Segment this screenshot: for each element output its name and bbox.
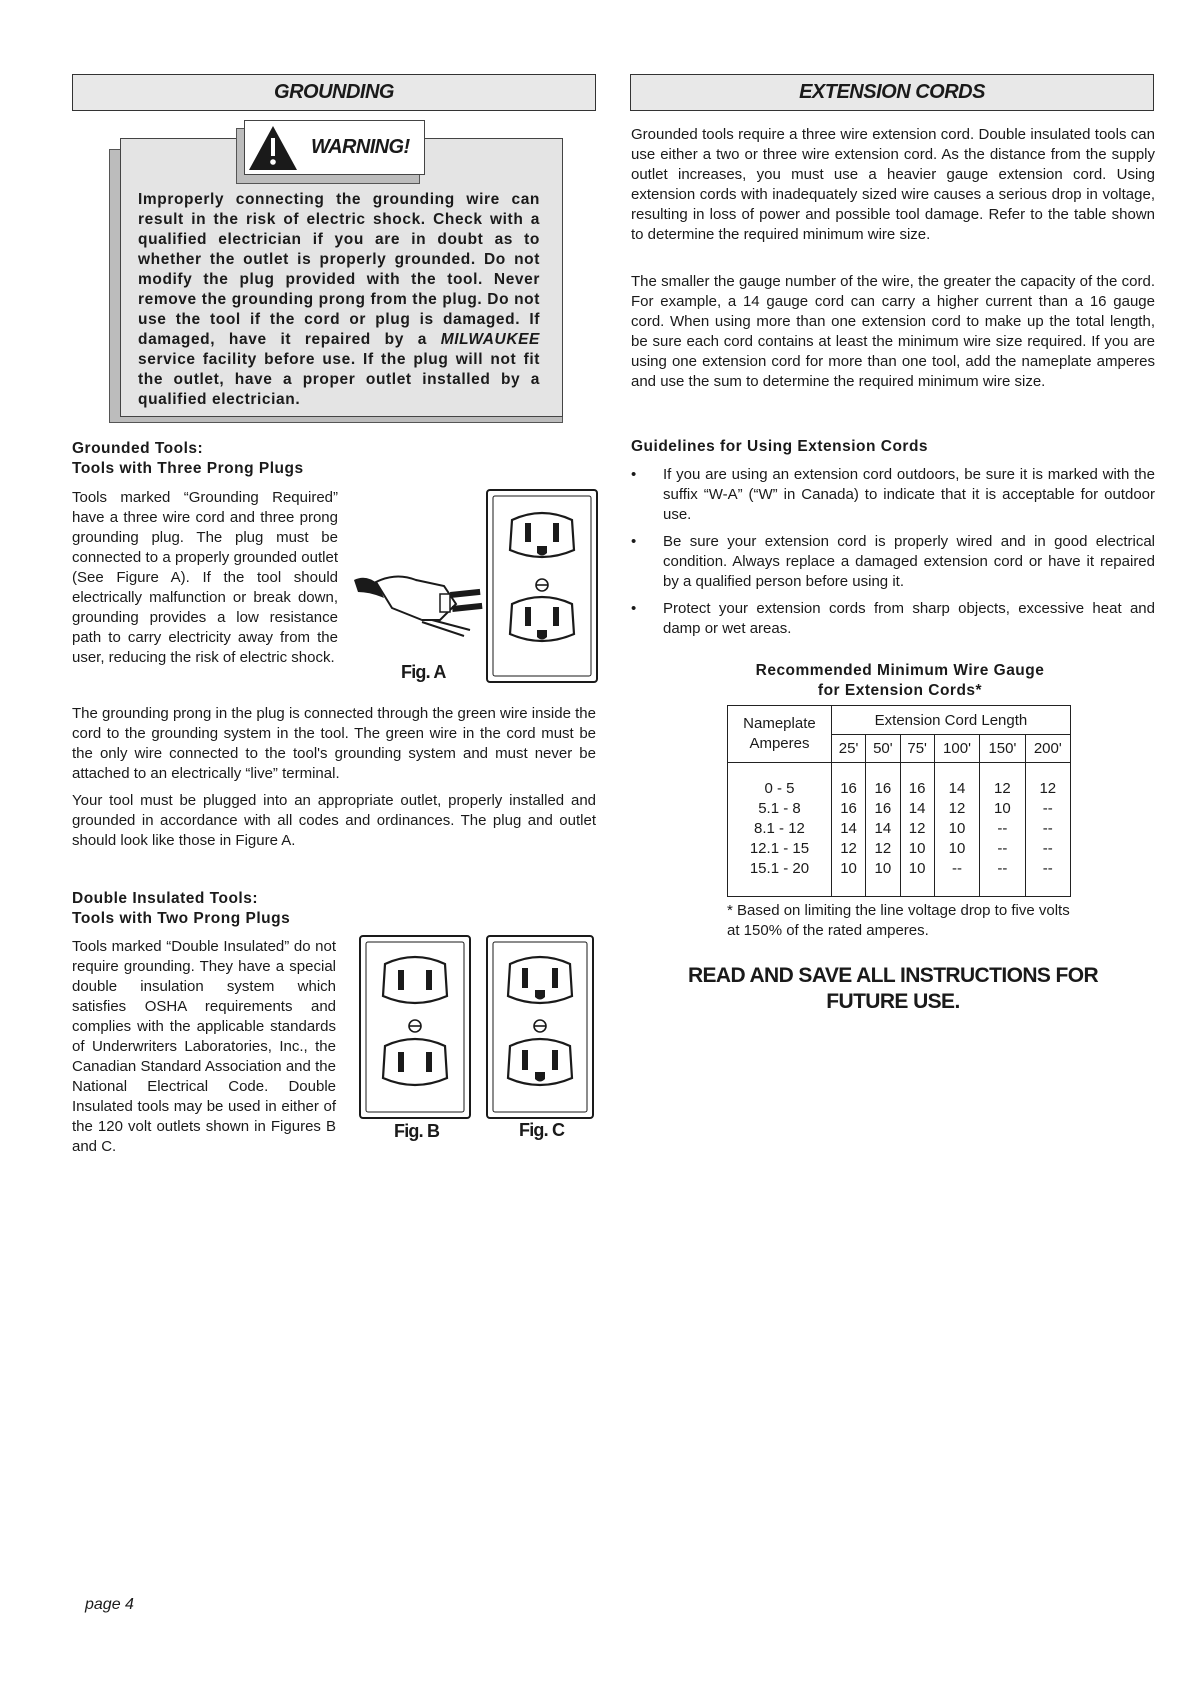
gauge-column-150: 12 10 -- -- -- — [980, 763, 1025, 897]
outlet-paragraph: Your tool must be plugged into an appropriate outlet, properly installed and grounded in accordance with all codes and ordinances. The plug and outlet should look like those in Figure A. — [72, 792, 596, 849]
gauge-column-200: 12 -- -- -- -- — [1025, 763, 1070, 897]
grounded-tools-heading — [72, 439, 372, 479]
bullet-text: Protect your extension cords from sharp objects, excessive heat and damp or wet areas. — [663, 600, 1155, 637]
grounding-header — [72, 74, 596, 111]
grounding-prong-paragraph: The grounding prong in the plug is connected through the green wire inside the cord to the grounding system in the tool. The green wire in the cord must be the only wire connected to the tool's grounding system and must never be attached to an electrically “live” terminal. — [72, 705, 596, 782]
gauge-column-75: 16 14 12 10 10 — [900, 763, 934, 897]
brand-name: MILWAUKEE — [440, 331, 540, 348]
extension-cord-length-header: Extension Cord Length — [831, 706, 1070, 735]
warning-title: WARNING! — [311, 136, 410, 158]
length-header-200: 200' — [1025, 735, 1070, 763]
warning-text-before: Improperly connecting the grounding wire can result in the risk of electric shock. Check with a qualified electrician if you are in doubt as to whether the outlet is properly grounded. Do not modify the plug provided with the tool. Never remove the grounding prong from the plug. Do not use the tool if the cord or plug is damaged. If damaged, have it repaired by a — [138, 191, 540, 348]
read-and-save-line1: READ AND SAVE ALL INSTRUCTIONS FOR — [687, 964, 1099, 987]
grounded-tools-subtitle: Tools with Three Prong Plugs — [72, 460, 304, 477]
wire-gauge-table-title-line2: for Extension Cords* — [817, 682, 983, 699]
list-item — [631, 532, 1155, 592]
gauge-column-100: 14 12 10 10 -- — [934, 763, 979, 897]
extension-cords-paragraph-2: The smaller the gauge number of the wire, the greater the capacity of the cord. For example, a 14 gauge cord can carry a higher current than a 16 gauge cord. When using more than one extension cord to make up the total length, be sure each cord contains at least the minimum wire size required. If you are using one extension cord for more than one tool, add the nameplate amperes and use the sum to determine the required minimum wire size. — [631, 273, 1155, 390]
bullet-text: If you are using an extension cord outdoors, be sure it is marked with the suffix “W-A” (“W” in Canada) to indicate that it is acceptable for outdoor use. — [663, 466, 1155, 523]
wire-gauge-table — [727, 705, 1071, 897]
warning-triangle-icon — [247, 124, 299, 172]
double-insulated-text: Tools marked “Double Insulated” do not require grounding. They have a special double insulation system which satisfies OSHA requirements and complies with the applicable standards of Underwriters Laboratories, Inc., the Canadian Standard Association and the National Electrical Code. Double Insulated tools may be used in either of the 120 volt outlets shown in Figures B and C. — [72, 938, 336, 1155]
length-header-75: 75' — [900, 735, 934, 763]
extension-cords-paragraph-1: Grounded tools require a three wire extension cord. Double insulated tools can use either a two or three wire extension cord. As the distance from the supply outlet increases, you must use a heavier gauge extension cord. Using extension cords with inadequately sized wire causes a serious drop in voltage, resulting in loss of power and possible tool damage. Refer to the table shown to determine the required minimum wire size. — [631, 126, 1155, 243]
table-footnote: * Based on limiting the line voltage drop to five volts at 150% of the rated amperes. — [727, 902, 1070, 939]
warning-title-box — [244, 120, 425, 175]
figure-a-illustration — [352, 488, 600, 686]
figure-c-caption: Fig. C — [519, 1120, 565, 1140]
read-and-save-line2: FUTURE USE. — [826, 990, 960, 1013]
list-item — [631, 465, 1155, 525]
guidelines-list — [631, 465, 1155, 646]
grounding-header-text: GROUNDING — [274, 81, 394, 103]
bullet-icon: • — [631, 600, 637, 617]
length-header-100: 100' — [934, 735, 979, 763]
bullet-icon: • — [631, 533, 637, 550]
figure-a-caption: Fig. A — [401, 662, 446, 682]
gauge-column-50: 16 16 14 12 10 — [866, 763, 900, 897]
warning-text — [138, 190, 540, 410]
figure-b-illustration — [358, 934, 472, 1120]
double-insulated-title: Double Insulated Tools: — [72, 890, 259, 907]
figure-c-illustration — [485, 934, 595, 1120]
double-insulated-heading — [72, 889, 372, 929]
guidelines-heading: Guidelines for Using Extension Cords — [631, 438, 929, 455]
bullet-text: Be sure your extension cord is properly wired and in good electrical condition. Always replace a damaged extension cord or have it repaired by a qualified person before using it. — [663, 533, 1155, 590]
double-insulated-subtitle: Tools with Two Prong Plugs — [72, 910, 291, 927]
wire-gauge-table-title — [728, 661, 1072, 701]
gauge-column-25: 16 16 14 12 10 — [831, 763, 865, 897]
length-header-150: 150' — [980, 735, 1025, 763]
wire-gauge-table-title-line1: Recommended Minimum Wire Gauge — [755, 662, 1045, 679]
bullet-icon: • — [631, 466, 637, 483]
grounded-tools-title: Grounded Tools: — [72, 440, 204, 457]
length-header-50: 50' — [866, 735, 900, 763]
nameplate-amperes-header: Nameplate Amperes — [728, 706, 832, 763]
grounded-tools-text: Tools marked “Grounding Required” have a three wire cord and three prong grounding plug. The plug must be connected to a properly grounded outlet (See Figure A). If the tool should electrically malfunction or break down, grounding provides a low resistance path to carry electricity away from the user, reducing the risk of electric shock. — [72, 489, 338, 666]
warning-text-after: service facility before use. If the plug will not fit the outlet, have a proper outlet installed by a qualified electrician. — [138, 351, 540, 408]
length-header-25: 25' — [831, 735, 865, 763]
list-item — [631, 599, 1155, 639]
page-number: page 4 — [85, 1596, 134, 1613]
extension-cords-header — [630, 74, 1154, 111]
read-and-save-notice — [631, 963, 1155, 1015]
amperes-column: 0 - 5 5.1 - 8 8.1 - 12 12.1 - 15 15.1 - 20 — [728, 763, 832, 897]
extension-cords-header-text: EXTENSION CORDS — [799, 81, 985, 103]
figure-b-caption: Fig. B — [394, 1121, 440, 1141]
